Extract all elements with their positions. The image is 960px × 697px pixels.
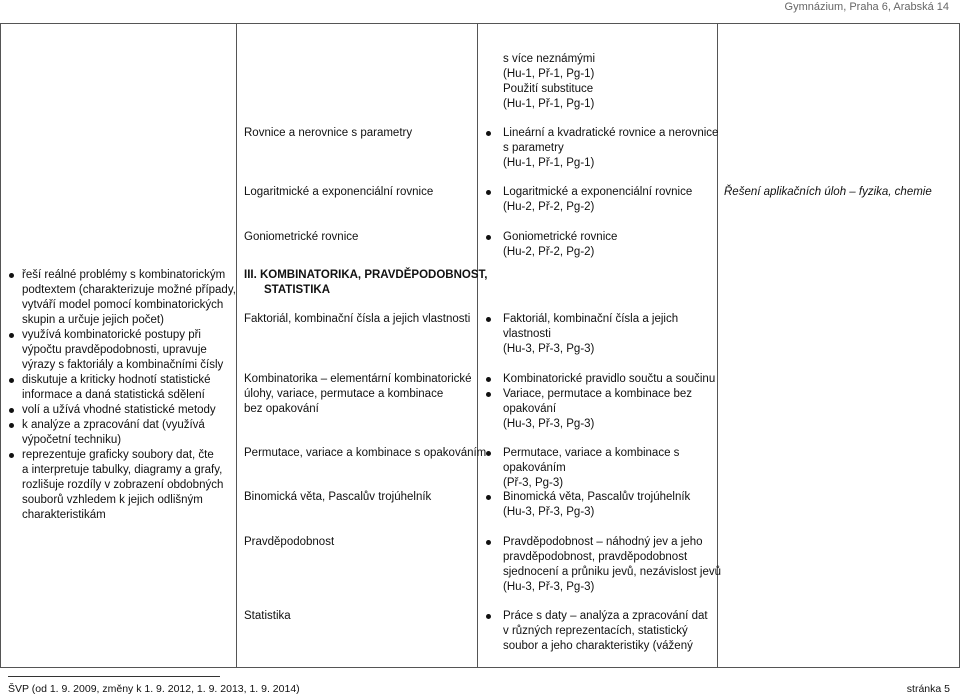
bullet-icon <box>486 235 491 240</box>
subtopic-line: (Hu-1, Př-1, Pg-1) <box>503 157 595 169</box>
outcome-item <box>9 373 234 403</box>
bullet-icon <box>9 453 14 458</box>
bullet-icon <box>486 131 491 136</box>
continuation-line: (Hu-1, Př-1, Pg-1) <box>503 98 595 110</box>
subtopic-bullet <box>486 230 617 260</box>
subtopic-line: opakováním <box>503 462 566 474</box>
subtopic-line: Goniometrické rovnice <box>503 231 618 243</box>
subtopic-line: Kombinatorické pravidlo součtu a součinu <box>503 373 716 385</box>
outcome-item <box>9 403 234 418</box>
outcome-line: volí a užívá vhodné statistické metody <box>22 404 216 416</box>
outcome-line: výpočtu pravděpodobnosti, upravuje <box>22 344 207 356</box>
table-top-border <box>0 23 960 24</box>
subtopic-line: Logaritmické a exponenciální rovnice <box>503 186 693 198</box>
subtopic-line: (Hu-3, Př-3, Pg-3) <box>503 506 595 518</box>
topic-statistika: Statistika <box>244 610 291 622</box>
bullet-icon <box>486 317 491 322</box>
subtopic-bullet <box>486 185 692 215</box>
subtopic-line: opakování <box>503 403 557 415</box>
subtopic-line: (Hu-3, Př-3, Pg-3) <box>503 581 595 593</box>
subtopic-line: Variace, permutace a kombinace bez <box>503 388 692 400</box>
outcome-line: informace a daná statistická sdělení <box>22 389 205 401</box>
subtopic-line: Práce s daty – analýza a zpracování dat <box>503 610 708 622</box>
topic-binom: Binomická věta, Pascalův trojúhelník <box>244 491 432 503</box>
outcome-item <box>9 418 234 448</box>
topic-kombinatorika: Kombinatorika – elementární kombinatorické úlohy, variace, permutace a kombinace bez opakování <box>244 373 472 415</box>
outcome-line: rozlišuje rozdíly v zobrazení obdobných <box>22 479 224 491</box>
subtopic-line: pravděpodobnost, pravděpodobnost <box>503 551 688 563</box>
outcome-line: výrazy s faktoriály a kombinačními čísly <box>22 359 224 371</box>
topic-log-exp: Logaritmické a exponenciální rovnice <box>244 186 434 198</box>
outcome-line: výpočetní techniku) <box>22 434 122 446</box>
header-school: Gymnázium, Praha 6, Arabská 14 <box>784 1 949 13</box>
bullet-icon <box>9 378 14 383</box>
outcome-line: podtextem (charakterizuje možné případy, <box>22 284 236 296</box>
continuation-line: Použití substituce <box>503 83 594 95</box>
outcome-line: skupin a určuje jejich počet) <box>22 314 164 326</box>
subtopic-bullet <box>486 609 708 654</box>
topic-permutace: Permutace, variace a kombinace s opakováním <box>244 447 487 459</box>
subtopic-line: sjednocení a průniku jevů, nezávislost jevů <box>503 566 721 578</box>
bullet-icon <box>9 408 14 413</box>
outcome-line: a interpretuje tabulky, diagramy a grafy, <box>22 464 223 476</box>
subtopic-bullet <box>486 126 718 171</box>
col-border-1 <box>236 23 237 667</box>
bullet-icon <box>486 540 491 545</box>
outcome-line: charakteristikám <box>22 509 106 521</box>
outcome-item <box>9 328 234 373</box>
topic-gonio: Goniometrické rovnice <box>244 231 359 243</box>
topic-faktorial: Faktoriál, kombinační čísla a jejich vlastnosti <box>244 313 471 325</box>
bullet-icon <box>486 451 491 456</box>
bullet-icon <box>486 190 491 195</box>
page-number: stránka 5 <box>906 683 950 695</box>
subtopic-bullet <box>486 490 690 520</box>
subtopic-line: vlastnosti <box>503 328 551 340</box>
bullet-icon <box>9 273 14 278</box>
subtopic-line: Faktoriál, kombinační čísla a jejich <box>503 313 679 325</box>
col-border-0 <box>0 23 1 667</box>
outcome-line: řeší reálné problémy s kombinatorickým <box>22 269 226 281</box>
subtopic-bullet <box>486 312 678 357</box>
footer-text: ŠVP (od 1. 9. 2009, změny k 1. 9. 2012, 1. 9. 2013, 1. 9. 2014) <box>8 683 300 695</box>
subtopic-bullet <box>486 446 679 491</box>
cross-curricular-note: Řešení aplikačních úloh – fyzika, chemie <box>724 186 932 198</box>
subtopic-line: Binomická věta, Pascalův trojúhelník <box>503 491 691 503</box>
outcome-item <box>9 268 234 328</box>
subtopic-bullet <box>486 387 692 432</box>
bullet-icon <box>486 377 491 382</box>
subtopic-bullet <box>486 535 721 595</box>
outcome-line: diskutuje a kriticky hodnotí statistické <box>22 374 211 386</box>
subtopic-bullet <box>486 372 715 387</box>
topic-rovnice-parametry: Rovnice a nerovnice s parametry <box>244 127 413 139</box>
subtopic-line: Lineární a kvadratické rovnice a nerovnice <box>503 127 719 139</box>
bullet-icon <box>9 333 14 338</box>
subtopic-line: (Hu-3, Př-3, Pg-3) <box>503 418 595 430</box>
topic-pravdepodobnost: Pravděpodobnost <box>244 536 335 548</box>
continuation-line: s více neznámými <box>503 53 596 65</box>
chapter-3-title: III. KOMBINATORIKA, PRAVDĚPODOBNOST, STATISTIKA <box>244 269 488 296</box>
subtopic-line: (Hu-2, Př-2, Pg-2) <box>503 246 595 258</box>
col1-outcomes <box>9 268 234 523</box>
subtopic-line: (Hu-2, Př-2, Pg-2) <box>503 201 595 213</box>
table-bottom-border <box>0 667 960 668</box>
continuation-line: (Hu-1, Př-1, Pg-1) <box>503 68 595 80</box>
col-border-2 <box>477 23 478 667</box>
col3-continuation <box>503 52 595 112</box>
bullet-icon <box>9 423 14 428</box>
outcome-line: k analýze a zpracování dat (využívá <box>22 419 205 431</box>
outcome-line: vytváří model pomocí kombinatorických <box>22 299 224 311</box>
bullet-icon <box>486 392 491 397</box>
subtopic-line: (Př-3, Pg-3) <box>503 477 564 489</box>
bullet-icon <box>486 614 491 619</box>
subtopic-line: (Hu-3, Př-3, Pg-3) <box>503 343 595 355</box>
footer-rule <box>8 676 220 677</box>
bullet-icon <box>486 495 491 500</box>
subtopic-line: v různých reprezentacích, statistický <box>503 625 688 637</box>
outcome-item <box>9 448 234 523</box>
outcome-line: využívá kombinatorické postupy při <box>22 329 201 341</box>
subtopic-line: Pravděpodobnost – náhodný jev a jeho <box>503 536 703 548</box>
subtopic-line: Permutace, variace a kombinace s <box>503 447 680 459</box>
outcome-line: reprezentuje graficky soubory dat, čte <box>22 449 214 461</box>
subtopic-line: s parametry <box>503 142 564 154</box>
subtopic-line: soubor a jeho charakteristiky (vážený <box>503 640 693 652</box>
outcome-line: souborů vzhledem k jejich odlišným <box>22 494 203 506</box>
